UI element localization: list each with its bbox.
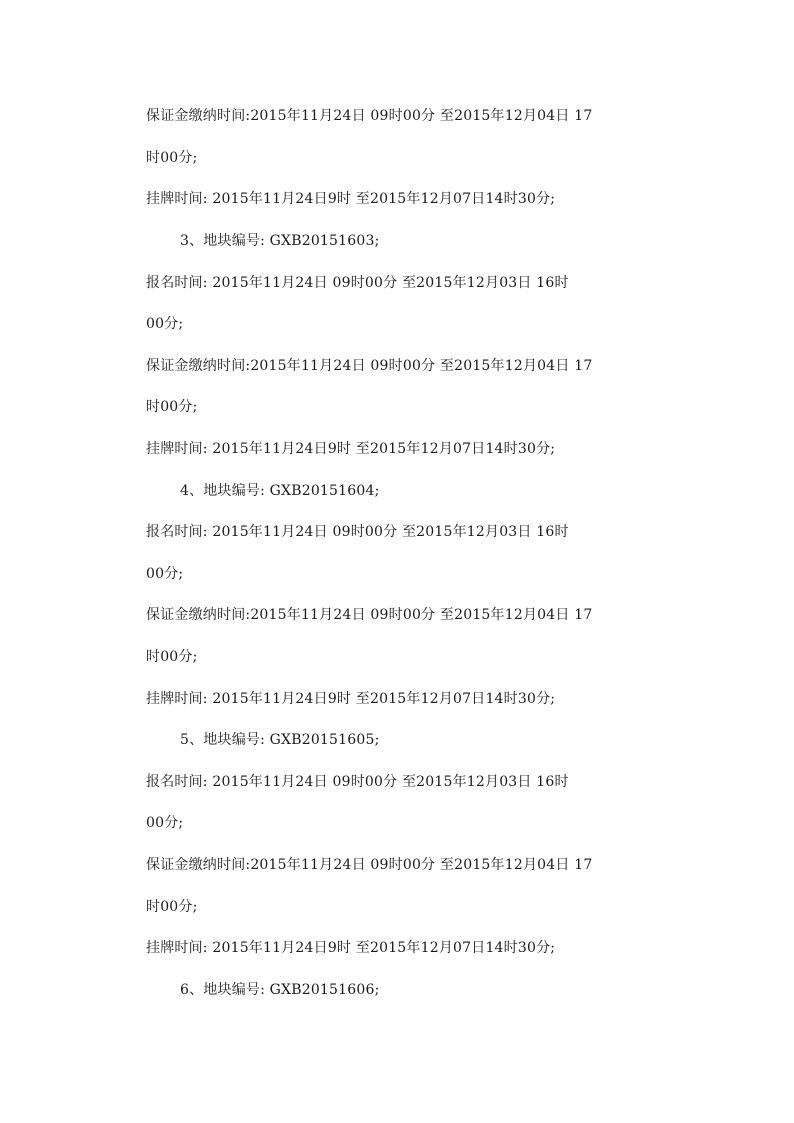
parcel-number-heading: 4、地块编号: GXB20151604;	[180, 483, 380, 499]
registration-time-line: 报名时间: 2015年11月24日 09时00分 至2015年12月03日 16时	[146, 774, 569, 790]
parcel-number-heading: 3、地块编号: GXB20151603;	[180, 233, 380, 249]
parcel-number-heading: 6、地块编号: GXB20151606;	[180, 982, 380, 998]
deposit-time-line-cont: 时00分;	[146, 899, 198, 915]
listing-time-line: 挂牌时间: 2015年11月24日9时 至2015年12月07日14时30分;	[146, 441, 556, 457]
deposit-time-line: 保证金缴纳时间:2015年11月24日 09时00分 至2015年12月04日 17	[146, 108, 593, 124]
parcel-number-heading: 5、地块编号: GXB20151605;	[180, 732, 380, 748]
registration-time-line: 报名时间: 2015年11月24日 09时00分 至2015年12月03日 16时	[146, 524, 569, 540]
listing-time-line: 挂牌时间: 2015年11月24日9时 至2015年12月07日14时30分;	[146, 191, 556, 207]
deposit-time-line: 保证金缴纳时间:2015年11月24日 09时00分 至2015年12月04日 17	[146, 607, 593, 623]
registration-time-line-cont: 00分;	[146, 815, 184, 831]
deposit-time-line: 保证金缴纳时间:2015年11月24日 09时00分 至2015年12月04日 17	[146, 358, 593, 374]
deposit-time-line-cont: 时00分;	[146, 150, 198, 166]
registration-time-line-cont: 00分;	[146, 566, 184, 582]
deposit-time-line-cont: 时00分;	[146, 649, 198, 665]
deposit-time-line-cont: 时00分;	[146, 399, 198, 415]
listing-time-line: 挂牌时间: 2015年11月24日9时 至2015年12月07日14时30分;	[146, 691, 556, 707]
deposit-time-line: 保证金缴纳时间:2015年11月24日 09时00分 至2015年12月04日 17	[146, 857, 593, 873]
registration-time-line-cont: 00分;	[146, 316, 184, 332]
listing-time-line: 挂牌时间: 2015年11月24日9时 至2015年12月07日14时30分;	[146, 940, 556, 956]
registration-time-line: 报名时间: 2015年11月24日 09时00分 至2015年12月03日 16时	[146, 275, 569, 291]
